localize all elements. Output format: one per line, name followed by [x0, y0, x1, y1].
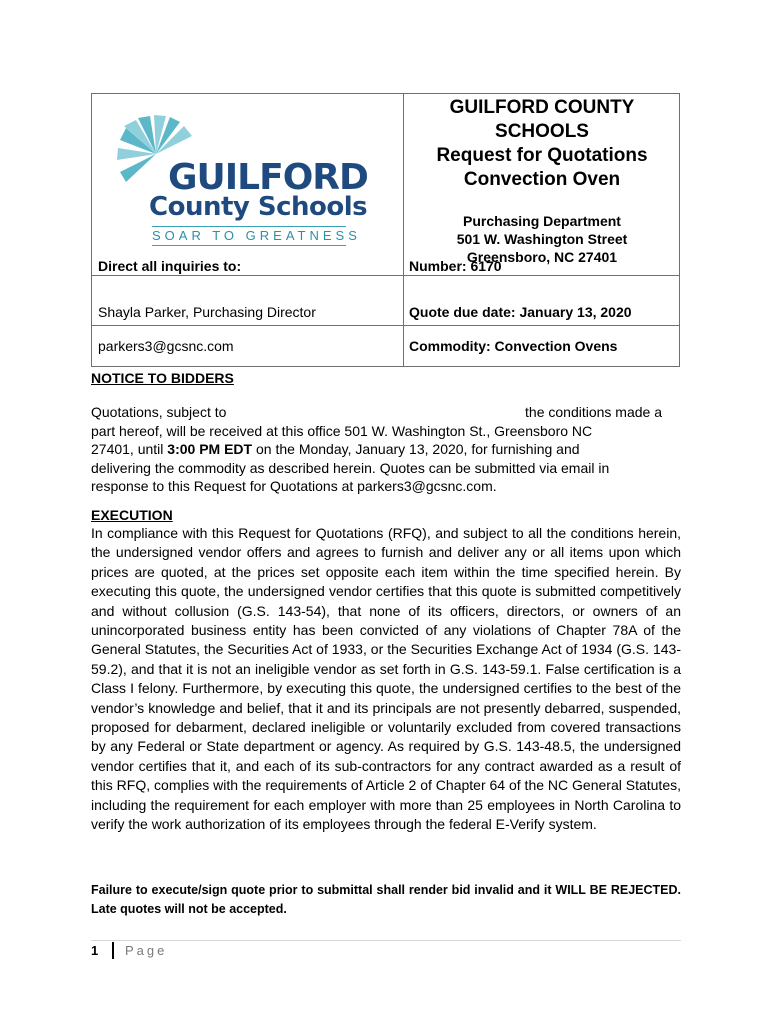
notice-deadline-time: 3:00 PM EDT	[167, 441, 253, 458]
contact-name: Shayla Parker, Purchasing Director	[98, 304, 316, 320]
table-divider-row2	[92, 325, 679, 326]
title-line: GUILFORD COUNTY	[449, 97, 635, 118]
logo-rule-bottom	[152, 245, 346, 246]
department-city: Greensboro, NC 27401	[466, 249, 618, 265]
notice-line	[91, 440, 681, 459]
failure-warning: Failure to execute/sign quote prior to submittal shall render bid invalid and it WILL BE REJECTED. Late quotes will not be accepted.	[91, 883, 681, 916]
execution-heading: EXECUTION	[91, 507, 173, 523]
title-line: Convection Oven	[463, 169, 621, 190]
quote-due-date: Quote due date: January 13, 2020	[409, 304, 632, 320]
logo-tagline: SOAR TO GREATNESS	[152, 228, 361, 243]
table-divider-row1	[92, 275, 679, 276]
title-line: SCHOOLS	[495, 121, 589, 142]
header-table	[91, 93, 680, 367]
notice-line1-start: Quotations, subject to	[91, 404, 227, 420]
execution-body: In compliance with this Request for Quotations (RFQ), and subject to all the conditions herein, the undersigned vendor offers and agrees to furnish and deliver any or all items upon which prices are quoted, at the prices set opposite each item within the time specified herein. By executing this quote, the undersigned vendor certifies that this quote is submitted competitively and without collusion (G.S. 143-54), that none of its officers, directors, or owners of an unincorporated business entity has been convicted of any violations of Chapter 78A of the General Statutes, the Securities Act of 1933, or the Securities Exchange Act of 1934 (G.S. 143-59.2), and that it is not an ineligible vendor as set forth in G.S. 143-59.1. False certification is a Class I felony. Furthermore, by executing this quote, the undersigned certifies to the best of the vendor’s knowledge and belief, that it and its principals are not presently debarred, suspended, proposed for debarment, declared ineligible or voluntarily excluded from covered transactions by any Federal or State department or agency. As required by G.S. 143-48.5, the undersigned vendor certifies that it, and each of its sub-contractors for any contract awarded as a result of this RFQ, complies with the requirements of Article 2 of Chapter 64 of the NC General Statutes, including the requirement for each employer with more than 25 employees in North Carolina to verify the work authorization of its employees through the federal E-Verify system.	[91, 525, 681, 833]
page-number: 1	[91, 943, 99, 958]
department-street: 501 W. Washington Street	[456, 231, 628, 247]
logo-county-schools: County Schools	[149, 192, 368, 222]
page-separator	[112, 942, 114, 959]
gcs-logo	[116, 114, 368, 243]
logo-rule-top	[152, 226, 346, 227]
notice-line: response to this Request for Quotations at parkers3@gcsnc.com.	[91, 478, 497, 495]
notice-line1-end: the conditions made a	[525, 404, 662, 420]
page-label: Page	[125, 943, 168, 958]
rfq-number: Number: 6170	[409, 258, 502, 274]
department-name: Purchasing Department	[463, 213, 621, 229]
contact-email[interactable]: parkers3@gcsnc.com	[98, 338, 234, 354]
notice-paragraph	[91, 403, 681, 496]
title-line: Request for Quotations	[436, 145, 648, 166]
commodity: Commodity: Convection Ovens	[409, 338, 618, 354]
document-title	[403, 94, 681, 192]
inquiries-label: Direct all inquiries to:	[98, 258, 242, 274]
logo-guilford: GUILFORD	[168, 157, 368, 198]
notice-line3-end: on the Monday, January 13, 2020, for furnishing and	[252, 441, 580, 458]
notice-line: part hereof, will be received at this office 501 W. Washington St., Greensboro NC	[91, 422, 593, 439]
notice-heading: NOTICE TO BIDDERS	[91, 370, 234, 386]
footer-rule	[91, 940, 681, 941]
notice-line3-start: 27401, until	[91, 441, 168, 458]
notice-line: delivering the commodity as described herein. Quotes can be submitted via email in	[91, 459, 610, 476]
